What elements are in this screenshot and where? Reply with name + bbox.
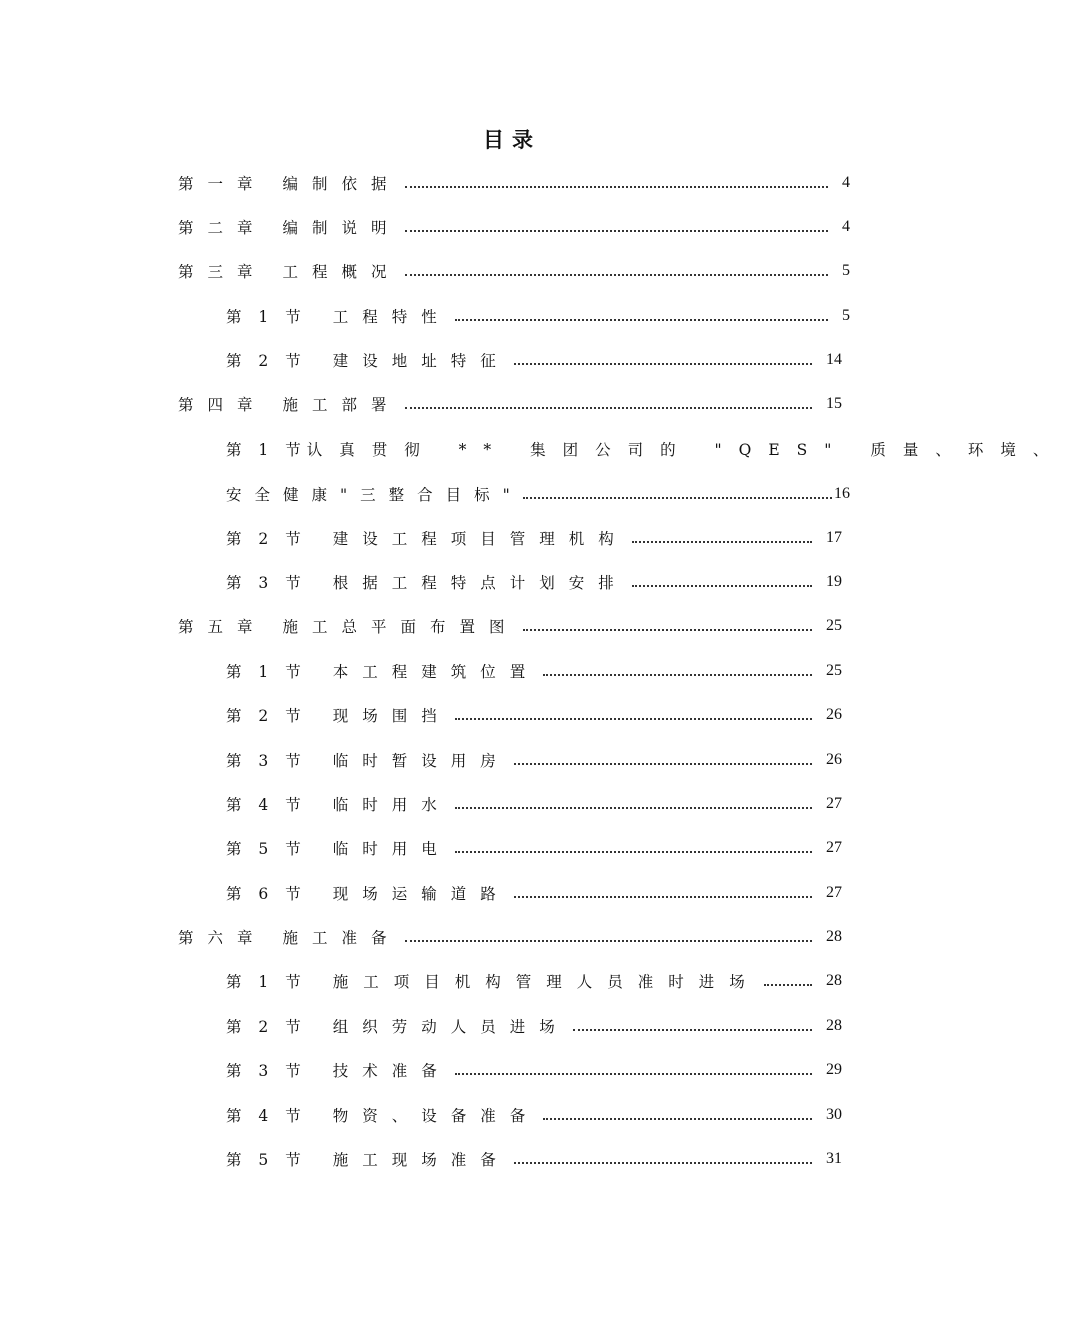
- toc-page: 28: [826, 972, 842, 989]
- leader-dots: [543, 1117, 812, 1120]
- leader-dots: [405, 406, 812, 409]
- toc-text: 工程概况: [282, 263, 401, 281]
- toc-prefix: 第二章: [178, 219, 267, 237]
- toc-prefix: 第 5 节: [226, 1151, 307, 1169]
- toc-page: 16: [834, 485, 850, 502]
- toc-entry[interactable]: [226, 703, 842, 727]
- toc-page: 27: [826, 839, 842, 856]
- toc-text: 施工总平面布置图: [282, 618, 519, 636]
- toc-prefix: 第 3 节: [226, 752, 307, 770]
- toc-prefix: 第 1 节: [226, 663, 307, 681]
- toc-text: 技术准备: [332, 1062, 451, 1080]
- toc-prefix: 第 3 节: [226, 574, 307, 592]
- toc-page: 26: [826, 751, 842, 768]
- toc-text-continuation: 安全健康"三整合目标": [226, 486, 523, 504]
- toc-text: 临时暂设用房: [332, 752, 510, 770]
- leader-dots: [514, 362, 812, 365]
- toc-entry[interactable]: [226, 348, 842, 372]
- toc-page: 5: [842, 307, 850, 324]
- toc-text: 现场围挡: [332, 707, 451, 725]
- toc-page: 28: [826, 928, 842, 945]
- leader-dots: [573, 1028, 812, 1031]
- leader-dots: [455, 717, 812, 720]
- toc-text: 根据工程特点计划安排: [332, 574, 628, 592]
- leader-dots: [764, 983, 812, 986]
- toc-entry[interactable]: [226, 304, 850, 328]
- toc-prefix: 第一章: [178, 175, 267, 193]
- toc-text: 认真贯彻 ** 集团公司的 "QES" 质量、环境、: [306, 441, 1065, 459]
- toc-prefix: 第 2 节: [226, 1018, 307, 1036]
- leader-dots: [632, 540, 812, 543]
- leader-dots: [632, 584, 812, 587]
- toc-text: 本工程建筑位置: [332, 663, 540, 681]
- toc-entry-continuation[interactable]: [226, 482, 850, 506]
- toc-entry[interactable]: [226, 437, 1065, 461]
- toc-entry[interactable]: [226, 1058, 842, 1082]
- leader-dots: [514, 1161, 812, 1164]
- toc-page: 14: [826, 351, 842, 368]
- toc-entry[interactable]: [226, 836, 842, 860]
- toc-entry[interactable]: [178, 925, 842, 949]
- leader-dots: [523, 496, 832, 499]
- toc-page: 27: [826, 884, 842, 901]
- toc-page: 17: [826, 529, 842, 546]
- leader-dots: [523, 628, 812, 631]
- toc-text: 施工部署: [282, 396, 401, 414]
- toc-entry[interactable]: [226, 1147, 842, 1171]
- toc-entry[interactable]: [226, 526, 842, 550]
- toc-text: 施工现场准备: [332, 1151, 510, 1169]
- leader-dots: [455, 850, 812, 853]
- toc-prefix: 第四章: [178, 396, 267, 414]
- toc-entry[interactable]: [226, 1103, 842, 1127]
- leader-dots: [405, 229, 828, 232]
- toc-page: 31: [826, 1150, 842, 1167]
- toc-page: 15: [826, 395, 842, 412]
- leader-dots: [514, 762, 812, 765]
- leader-dots: [455, 318, 828, 321]
- toc-entry[interactable]: [178, 259, 850, 283]
- toc-text: 编制依据: [282, 175, 401, 193]
- toc-entry[interactable]: [226, 1014, 842, 1038]
- toc-prefix: 第 1 节: [226, 973, 307, 991]
- toc-prefix: 第 1 节: [226, 308, 307, 326]
- toc-entry[interactable]: [226, 969, 842, 993]
- toc-page: 25: [826, 662, 842, 679]
- toc-page: 29: [826, 1061, 842, 1078]
- toc-page: 4: [842, 174, 850, 191]
- leader-dots: [455, 806, 812, 809]
- toc-prefix: 第三章: [178, 263, 267, 281]
- toc-prefix: 第六章: [178, 929, 267, 947]
- toc-text: 建设工程项目管理机构: [332, 530, 628, 548]
- toc-page: 4: [842, 218, 850, 235]
- toc-prefix: 第 1 节: [226, 441, 307, 459]
- toc-prefix: 第 4 节: [226, 796, 307, 814]
- leader-dots: [405, 273, 828, 276]
- toc-entry[interactable]: [178, 614, 842, 638]
- toc-text: 现场运输道路: [332, 885, 510, 903]
- leader-dots: [455, 1072, 812, 1075]
- toc-entry[interactable]: [178, 215, 850, 239]
- toc-entry[interactable]: [226, 881, 842, 905]
- toc-text: 建设地址特征: [332, 352, 510, 370]
- toc-entry[interactable]: [178, 392, 842, 416]
- toc-entry[interactable]: [178, 171, 850, 195]
- toc-prefix: 第五章: [178, 618, 267, 636]
- toc-page: 27: [826, 795, 842, 812]
- leader-dots: [514, 895, 812, 898]
- toc-prefix: 第 6 节: [226, 885, 307, 903]
- toc-text: 物资、设备准备: [332, 1107, 540, 1125]
- leader-dots: [405, 939, 812, 942]
- toc-page: 30: [826, 1106, 842, 1123]
- toc-prefix: 第 2 节: [226, 352, 307, 370]
- toc-text: 施工项目机构管理人员准时进场: [332, 973, 760, 991]
- toc-page: 26: [826, 706, 842, 723]
- toc-prefix: 第 5 节: [226, 840, 307, 858]
- toc-entry[interactable]: [226, 570, 842, 594]
- toc-page: 19: [826, 573, 842, 590]
- toc-prefix: 第 3 节: [226, 1062, 307, 1080]
- toc-text: 临时用水: [332, 796, 451, 814]
- toc-prefix: 第 2 节: [226, 707, 307, 725]
- toc-text: 编制说明: [282, 219, 401, 237]
- toc-entry[interactable]: [226, 748, 842, 772]
- toc-text: 组织劳动人员进场: [332, 1018, 569, 1036]
- toc-entry[interactable]: [226, 659, 842, 683]
- leader-dots: [405, 185, 828, 188]
- toc-page: 28: [826, 1017, 842, 1034]
- toc-entry[interactable]: [226, 792, 842, 816]
- leader-dots: [543, 673, 812, 676]
- toc-text: 工程特性: [332, 308, 451, 326]
- toc-page: 5: [842, 262, 850, 279]
- toc-prefix: 第 2 节: [226, 530, 307, 548]
- toc-page: 25: [826, 617, 842, 634]
- toc-text: 施工准备: [282, 929, 401, 947]
- toc-prefix: 第 4 节: [226, 1107, 307, 1125]
- toc-text: 临时用电: [332, 840, 451, 858]
- toc-title: 目录: [483, 128, 541, 152]
